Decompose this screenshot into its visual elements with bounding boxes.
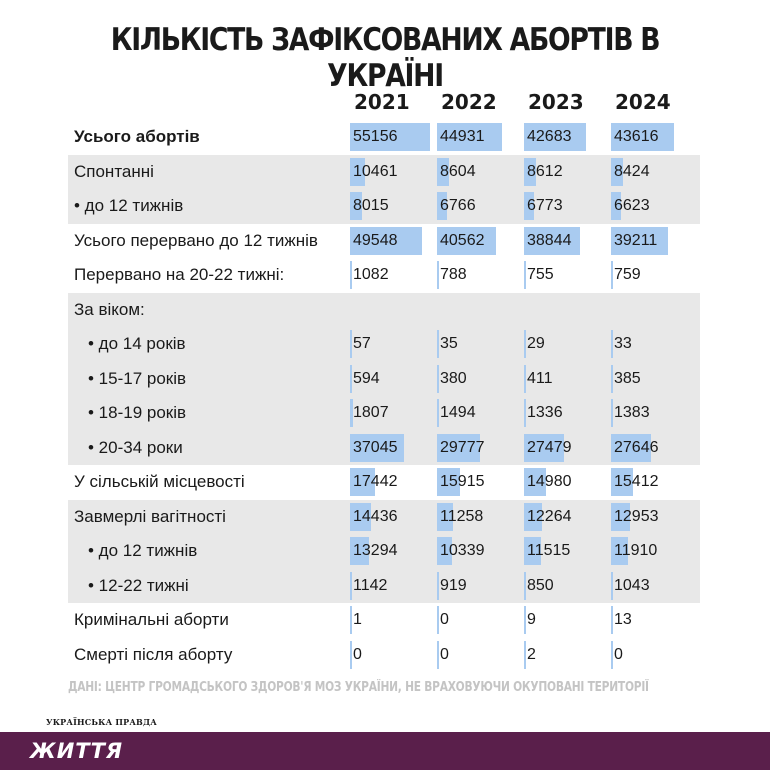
data-cell [611, 155, 698, 189]
table-row [0, 224, 770, 258]
value-label: 0 [440, 611, 449, 628]
data-cell [350, 189, 437, 223]
value-label: 14980 [527, 473, 572, 490]
data-cell [350, 603, 437, 637]
data-cell [524, 189, 611, 223]
value-label: 12264 [527, 507, 572, 525]
data-cell [350, 396, 437, 430]
year-header-2022: 2022 [441, 90, 497, 114]
value-label: 44931 [440, 128, 485, 145]
data-cell [437, 189, 524, 223]
row-label: Усього абортів [74, 127, 200, 146]
value-label: 40562 [440, 231, 485, 249]
table-row [0, 603, 770, 637]
data-cell [437, 155, 524, 189]
value-bar [524, 606, 526, 634]
row-label: У сільській місцевості [74, 472, 245, 491]
row-label: • 12-22 тижні [88, 575, 189, 595]
footer-bar [0, 732, 770, 770]
value-label: 1336 [527, 404, 563, 421]
data-cell [524, 224, 611, 258]
value-bar [437, 261, 439, 289]
data-cell [611, 638, 698, 672]
value-label: 8604 [440, 162, 476, 180]
data-cell [611, 362, 698, 396]
data-cell [437, 603, 524, 637]
data-cell [611, 431, 698, 465]
value-label: 8015 [353, 197, 389, 214]
value-label: 759 [614, 266, 641, 283]
data-cell [524, 396, 611, 430]
value-label: 43616 [614, 128, 659, 145]
value-label: 8424 [614, 162, 650, 180]
data-cell [611, 500, 698, 534]
value-label: 8612 [527, 162, 563, 180]
data-cell [350, 431, 437, 465]
data-cell [350, 500, 437, 534]
value-label: 33 [614, 335, 632, 352]
value-bar [611, 399, 613, 427]
data-cell [437, 534, 524, 568]
value-label: 6623 [614, 197, 650, 214]
value-bar [611, 641, 613, 669]
data-cell [524, 569, 611, 603]
table-row [0, 327, 770, 361]
value-label: 12953 [614, 507, 659, 525]
value-label: 27479 [527, 438, 572, 456]
year-header-2023: 2023 [528, 90, 584, 114]
value-label: 1 [353, 611, 362, 628]
value-label: 13294 [353, 542, 398, 559]
data-cell [611, 465, 698, 499]
data-cell [437, 638, 524, 672]
value-label: 1494 [440, 404, 476, 421]
data-cell [350, 224, 437, 258]
data-cell [524, 500, 611, 534]
value-label: 1807 [353, 404, 389, 421]
value-bar [437, 606, 439, 634]
data-cell [350, 293, 437, 327]
value-label: 919 [440, 576, 467, 594]
data-cell [524, 603, 611, 637]
data-cell [350, 120, 437, 154]
data-cell [437, 396, 524, 430]
data-cell [611, 189, 698, 223]
data-cell [611, 327, 698, 361]
row-label: Смерті після аборту [74, 644, 233, 664]
value-bar [437, 572, 439, 600]
value-label: 55156 [353, 128, 398, 145]
row-label: За віком: [74, 299, 145, 319]
value-label: 57 [353, 335, 371, 352]
table-row [0, 500, 770, 534]
value-bar [350, 330, 352, 358]
row-label: Кримінальні аборти [74, 610, 229, 629]
value-label: 6766 [440, 197, 476, 214]
value-label: 29777 [440, 438, 485, 456]
data-cell [611, 603, 698, 637]
table-row [0, 155, 770, 189]
row-label: Перервано на 20-22 тижні: [74, 265, 285, 284]
data-cell [437, 569, 524, 603]
section-logo[interactable]: ЖИТТЯ [30, 739, 124, 763]
value-bar [524, 261, 526, 289]
row-label: • до 14 років [88, 334, 186, 353]
value-label: 788 [440, 266, 467, 283]
row-label: • до 12 тижнів [88, 541, 198, 560]
data-cell [437, 120, 524, 154]
value-bar [524, 572, 526, 600]
data-cell [350, 327, 437, 361]
value-bar [611, 572, 613, 600]
value-label: 11258 [440, 507, 484, 525]
value-label: 380 [440, 369, 467, 387]
data-cell [524, 327, 611, 361]
data-cell [437, 500, 524, 534]
value-bar [611, 365, 613, 393]
data-cell [611, 569, 698, 603]
value-label: 37045 [353, 438, 398, 456]
table-row [0, 638, 770, 672]
data-cell [437, 431, 524, 465]
data-cell [611, 534, 698, 568]
value-label: 11910 [614, 542, 658, 559]
value-label: 11515 [527, 542, 571, 559]
value-label: 1043 [614, 576, 650, 594]
value-label: 49548 [353, 231, 398, 249]
data-cell [437, 465, 524, 499]
data-cell [437, 362, 524, 396]
value-label: 6773 [527, 197, 563, 214]
row-label: • 15-17 років [88, 368, 187, 388]
data-cell [350, 534, 437, 568]
table-row [0, 293, 770, 327]
data-cell [524, 155, 611, 189]
table-row [0, 569, 770, 603]
data-cell [611, 258, 698, 292]
value-bar [350, 641, 352, 669]
value-label: 42683 [527, 128, 572, 145]
data-cell [524, 638, 611, 672]
value-bar [350, 572, 352, 600]
value-label: 1383 [614, 404, 650, 421]
row-label: • 20-34 роки [88, 437, 183, 457]
data-cell [350, 155, 437, 189]
data-cell [524, 534, 611, 568]
value-bar [524, 641, 526, 669]
value-label: 2 [527, 645, 536, 663]
table-row [0, 189, 770, 223]
data-cell [350, 638, 437, 672]
value-label: 35 [440, 335, 458, 352]
value-label: 1082 [353, 266, 389, 283]
table-row [0, 120, 770, 154]
data-cell [611, 120, 698, 154]
value-label: 10339 [440, 542, 485, 559]
data-cell [611, 293, 698, 327]
value-bar [437, 330, 439, 358]
value-label: 9 [527, 611, 536, 628]
table-row [0, 465, 770, 499]
year-header-2021: 2021 [354, 90, 410, 114]
value-label: 10461 [353, 162, 398, 180]
data-cell [524, 258, 611, 292]
value-label: 39211 [614, 231, 658, 249]
value-label: 38844 [527, 231, 572, 249]
data-cell [524, 362, 611, 396]
value-label: 13 [614, 611, 632, 628]
data-cell [350, 569, 437, 603]
value-bar [437, 365, 439, 393]
value-bar [437, 641, 439, 669]
table-row [0, 396, 770, 430]
row-label: • 18-19 років [88, 403, 187, 422]
value-bar [524, 365, 526, 393]
source-note: ДАНІ: ЦЕНТР ГРОМАДСЬКОГО ЗДОРОВ'Я МОЗ УКРАЇНИ, НЕ ВРАХОВУЮЧИ ОКУПОВАНІ ТЕРИТОРІЇ [68, 680, 649, 695]
value-bar [350, 261, 352, 289]
data-cell [437, 327, 524, 361]
table-row [0, 534, 770, 568]
data-cell [437, 258, 524, 292]
row-label: Спонтанні [74, 161, 154, 181]
row-label: Усього перервано до 12 тижнів [74, 230, 318, 250]
data-cell [611, 396, 698, 430]
data-cell [350, 258, 437, 292]
data-cell [350, 465, 437, 499]
value-label: 755 [527, 266, 554, 283]
value-bar [437, 399, 439, 427]
data-cell [350, 362, 437, 396]
value-bar [350, 365, 352, 393]
value-label: 27646 [614, 438, 659, 456]
publisher-logo: УКРАЇНСЬКА ПРАВДА [46, 717, 158, 727]
data-cell [524, 465, 611, 499]
data-cell [524, 431, 611, 465]
value-label: 0 [440, 645, 449, 663]
data-cell [611, 224, 698, 258]
chart-title: КІЛЬКІСТЬ ЗАФІКСОВАНИХ АБОРТІВ В УКРАЇНІ [110, 22, 660, 94]
data-cell [524, 120, 611, 154]
table-row [0, 362, 770, 396]
value-label: 1142 [353, 576, 388, 594]
value-bar [524, 330, 526, 358]
value-label: 850 [527, 576, 554, 594]
value-label: 0 [353, 645, 362, 663]
value-label: 15915 [440, 473, 485, 490]
value-label: 29 [527, 335, 545, 352]
value-label: 594 [353, 369, 380, 387]
value-label: 411 [527, 369, 553, 387]
value-label: 14436 [353, 507, 398, 525]
value-label: 17442 [353, 473, 398, 490]
year-header [0, 90, 770, 120]
row-label: • до 12 тижнів [74, 196, 184, 215]
value-label: 385 [614, 369, 641, 387]
table-row [0, 431, 770, 465]
value-label: 0 [614, 645, 623, 663]
value-bar [611, 261, 613, 289]
value-bar [611, 330, 613, 358]
table-row [0, 258, 770, 292]
year-header-2024: 2024 [615, 90, 671, 114]
value-bar [524, 399, 526, 427]
value-bar [350, 606, 352, 634]
data-cell [524, 293, 611, 327]
value-label: 15412 [614, 473, 659, 490]
data-cell [437, 293, 524, 327]
data-cell [437, 224, 524, 258]
value-bar [611, 606, 613, 634]
row-label: Завмерлі вагітності [74, 506, 226, 526]
